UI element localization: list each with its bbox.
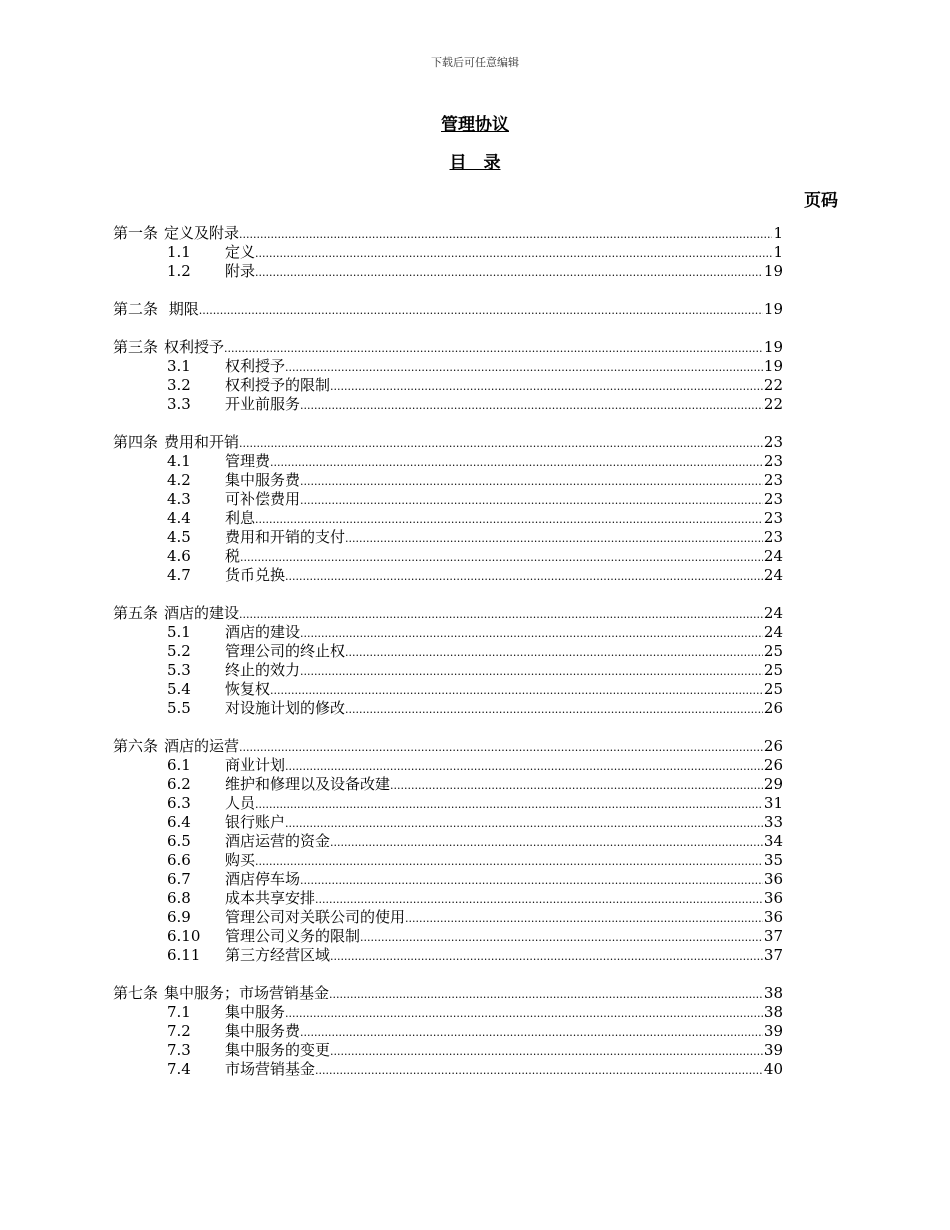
toc-page-number: 39 <box>763 1041 783 1059</box>
subsection-title: 成本共享安排 <box>225 889 316 907</box>
subsection-number: 3.1 <box>167 357 191 375</box>
subsection-number: 6.4 <box>167 813 191 831</box>
toc-page-number: 35 <box>763 851 783 869</box>
chapter-number: 第六条 <box>113 737 159 755</box>
toc-page-number: 37 <box>763 927 783 945</box>
subsection-number: 4.6 <box>167 547 191 565</box>
toc-page-number: 31 <box>763 794 783 812</box>
toc-page-number: 23 <box>763 471 783 489</box>
subsection-title: 管理公司义务的限制 <box>225 927 361 945</box>
subsection-number: 6.11 <box>167 946 201 964</box>
toc-subsection-entry[interactable] <box>113 756 783 775</box>
toc-entry-title <box>167 376 763 396</box>
toc-subsection-entry[interactable] <box>113 889 783 908</box>
toc-chapter-entry[interactable] <box>113 338 783 357</box>
subsection-title: 可补偿费用 <box>225 490 301 508</box>
toc-subsection-entry[interactable] <box>113 699 783 718</box>
toc-subsection-entry[interactable] <box>113 623 783 642</box>
toc-subsection-entry[interactable] <box>113 452 783 471</box>
subsection-title: 开业前服务 <box>225 395 301 413</box>
subsection-number: 1.1 <box>167 243 191 261</box>
subsection-number: 6.8 <box>167 889 191 907</box>
toc-entry-title <box>167 357 763 377</box>
toc-page-number: 19 <box>763 357 783 375</box>
chapter-number: 第一条 <box>113 224 159 242</box>
toc-page-number: 23 <box>763 490 783 508</box>
toc-section <box>113 604 783 718</box>
subsection-title: 集中服务费 <box>225 1022 301 1040</box>
subsection-title: 维护和修理以及设备改建 <box>225 775 391 793</box>
subsection-number: 3.3 <box>167 395 191 413</box>
toc-section <box>113 224 783 281</box>
toc-page-number: 23 <box>763 509 783 527</box>
toc-entry-title <box>167 509 763 529</box>
page-number-label: 页码 <box>804 191 838 211</box>
toc-section <box>113 338 783 414</box>
toc-page-number: 24 <box>763 623 783 641</box>
toc-entry-title <box>167 680 763 700</box>
toc-chapter-entry[interactable] <box>113 737 783 756</box>
subsection-title: 附录 <box>225 262 256 280</box>
chapter-number: 第二条 <box>113 300 159 318</box>
toc-entry-title <box>167 471 763 491</box>
chapter-title: 期限 <box>164 300 199 318</box>
toc-page-number: 38 <box>763 984 783 1002</box>
toc-page-number: 40 <box>763 1060 783 1078</box>
subsection-number: 7.1 <box>167 1003 191 1021</box>
subsection-title: 货币兑换 <box>225 566 286 584</box>
toc-page-number: 25 <box>763 661 783 679</box>
toc-subsection-entry[interactable] <box>113 661 783 680</box>
subsection-title: 定义 <box>225 243 256 261</box>
toc-subsection-entry[interactable] <box>113 509 783 528</box>
toc-page-number: 24 <box>763 547 783 565</box>
toc-page-number: 1 <box>773 243 783 261</box>
toc-entry-title <box>167 813 763 833</box>
toc-entry-title <box>113 338 763 358</box>
toc-page-number: 29 <box>763 775 783 793</box>
toc-subsection-entry[interactable] <box>113 471 783 490</box>
toc-section <box>113 300 783 319</box>
subsection-number: 5.1 <box>167 623 191 641</box>
toc-subsection-entry[interactable] <box>113 1041 783 1060</box>
toc-page-number: 36 <box>763 908 783 926</box>
toc-entry-title <box>167 547 763 567</box>
toc-subsection-entry[interactable] <box>113 490 783 509</box>
subsection-title: 费用和开销的支付 <box>225 528 346 546</box>
toc-entry-title <box>113 433 763 453</box>
toc-entry-title <box>167 623 763 643</box>
subsection-number: 7.4 <box>167 1060 191 1078</box>
toc-subsection-entry[interactable] <box>113 870 783 889</box>
chapter-title: 费用和开销 <box>164 433 240 451</box>
toc-subsection-entry[interactable] <box>113 243 783 262</box>
subsection-title: 酒店运营的资金 <box>225 832 331 850</box>
subsection-title: 恢复权 <box>225 680 271 698</box>
toc-entry-title <box>113 984 763 1004</box>
toc-entry-title <box>167 889 763 909</box>
page-header: 下载后可任意编辑 <box>431 56 519 69</box>
toc-entry-title <box>113 300 763 320</box>
subsection-number: 6.6 <box>167 851 191 869</box>
toc-entry-title <box>167 908 763 928</box>
subsection-title: 终止的效力 <box>225 661 301 679</box>
subsection-number: 7.2 <box>167 1022 191 1040</box>
subsection-number: 3.2 <box>167 376 191 394</box>
document-title: 管理协议 <box>441 115 509 135</box>
toc-subsection-entry[interactable] <box>113 680 783 699</box>
toc-entry-title <box>167 946 763 966</box>
toc-entry-title <box>113 224 772 244</box>
toc-subsection-entry[interactable] <box>113 395 783 414</box>
toc-entry-title <box>167 927 763 947</box>
toc-entry-title <box>113 737 763 757</box>
toc-page-number: 24 <box>763 566 783 584</box>
toc-entry-title <box>167 832 763 852</box>
subsection-number: 5.4 <box>167 680 191 698</box>
chapter-title: 定义及附录 <box>164 224 240 242</box>
toc-subsection-entry[interactable] <box>113 566 783 585</box>
toc-page-number: 22 <box>763 395 783 413</box>
subsection-number: 6.10 <box>167 927 201 945</box>
toc-entry-title <box>167 775 763 795</box>
toc-page-number: 19 <box>763 300 783 318</box>
toc-entry-title <box>167 262 763 282</box>
toc-page-number: 36 <box>763 889 783 907</box>
toc-page-number: 26 <box>763 756 783 774</box>
toc-page-number: 19 <box>763 338 783 356</box>
toc-entry-title <box>167 243 772 263</box>
table-of-contents <box>113 224 783 1098</box>
subsection-number: 6.1 <box>167 756 191 774</box>
toc-chapter-entry[interactable] <box>113 604 783 623</box>
toc-subsection-entry[interactable] <box>113 946 783 965</box>
toc-page-number: 34 <box>763 832 783 850</box>
toc-entry-title <box>167 851 763 871</box>
subsection-title: 酒店停车场 <box>225 870 301 888</box>
toc-subsection-entry[interactable] <box>113 528 783 547</box>
subsection-title: 市场营销基金 <box>225 1060 316 1078</box>
chapter-number: 第五条 <box>113 604 159 622</box>
toc-section <box>113 433 783 585</box>
toc-page-number: 37 <box>763 946 783 964</box>
subsection-title: 权利授予的限制 <box>225 376 331 394</box>
subsection-title: 人员 <box>225 794 256 812</box>
subsection-title: 银行账户 <box>225 813 286 831</box>
toc-entry-title <box>167 490 763 510</box>
toc-subsection-entry[interactable] <box>113 262 783 281</box>
subsection-title: 管理公司的终止权 <box>225 642 346 660</box>
toc-page-number: 22 <box>763 376 783 394</box>
subsection-number: 6.2 <box>167 775 191 793</box>
toc-subsection-entry[interactable] <box>113 927 783 946</box>
toc-subsection-entry[interactable] <box>113 813 783 832</box>
subsection-title: 对设施计划的修改 <box>225 699 346 717</box>
toc-chapter-entry[interactable] <box>113 433 783 452</box>
subsection-title: 权利授予 <box>225 357 286 375</box>
toc-subsection-entry[interactable] <box>113 832 783 851</box>
toc-subsection-entry[interactable] <box>113 794 783 813</box>
toc-page-number: 26 <box>763 699 783 717</box>
chapter-title: 酒店的建设 <box>164 604 240 622</box>
toc-page-number: 23 <box>763 452 783 470</box>
subsection-number: 1.2 <box>167 262 191 280</box>
subsection-number: 7.3 <box>167 1041 191 1059</box>
toc-subsection-entry[interactable] <box>113 1060 783 1079</box>
toc-entry-title <box>167 794 763 814</box>
toc-page-number: 36 <box>763 870 783 888</box>
toc-entry-title <box>167 1022 763 1042</box>
toc-subsection-entry[interactable] <box>113 547 783 566</box>
chapter-number: 第三条 <box>113 338 159 356</box>
toc-page-number: 23 <box>763 433 783 451</box>
chapter-number: 第四条 <box>113 433 159 451</box>
toc-entry-title <box>167 528 763 548</box>
subsection-number: 6.7 <box>167 870 191 888</box>
toc-page-number: 26 <box>763 737 783 755</box>
chapter-title: 酒店的运营 <box>164 737 240 755</box>
toc-entry-title <box>167 661 763 681</box>
toc-chapter-entry[interactable] <box>113 300 783 319</box>
chapter-title: 集中服务；市场营销基金 <box>164 984 330 1002</box>
toc-subsection-entry[interactable] <box>113 642 783 661</box>
toc-entry-title <box>167 870 763 890</box>
toc-entry-title <box>167 642 763 662</box>
subsection-number: 4.2 <box>167 471 191 489</box>
toc-entry-title <box>167 452 763 472</box>
toc-entry-title <box>167 566 763 586</box>
toc-page-number: 38 <box>763 1003 783 1021</box>
toc-subsection-entry[interactable] <box>113 357 783 376</box>
subsection-number: 4.3 <box>167 490 191 508</box>
toc-entry-title <box>113 604 763 624</box>
subsection-number: 4.1 <box>167 452 191 470</box>
subsection-number: 4.5 <box>167 528 191 546</box>
toc-subsection-entry[interactable] <box>113 851 783 870</box>
toc-heading: 目 录 <box>449 153 501 173</box>
toc-entry-title <box>167 699 763 719</box>
subsection-title: 购买 <box>225 851 256 869</box>
toc-entry-title <box>167 395 763 415</box>
toc-page-number: 33 <box>763 813 783 831</box>
toc-page-number: 25 <box>763 642 783 660</box>
toc-entry-title <box>167 756 763 776</box>
toc-page-number: 19 <box>763 262 783 280</box>
chapter-title: 权利授予 <box>164 338 225 356</box>
subsection-title: 酒店的建设 <box>225 623 301 641</box>
chapter-number: 第七条 <box>113 984 159 1002</box>
subsection-number: 4.4 <box>167 509 191 527</box>
toc-chapter-entry[interactable] <box>113 984 783 1003</box>
toc-page-number: 39 <box>763 1022 783 1040</box>
toc-subsection-entry[interactable] <box>113 775 783 794</box>
toc-entry-title <box>167 1041 763 1061</box>
subsection-title: 管理费 <box>225 452 271 470</box>
subsection-title: 管理公司对关联公司的使用 <box>225 908 406 926</box>
subsection-title: 商业计划 <box>225 756 286 774</box>
subsection-number: 5.3 <box>167 661 191 679</box>
toc-subsection-entry[interactable] <box>113 376 783 395</box>
subsection-number: 5.2 <box>167 642 191 660</box>
toc-section <box>113 737 783 965</box>
toc-entry-title <box>167 1003 763 1023</box>
toc-entry-title <box>167 1060 763 1080</box>
toc-subsection-entry[interactable] <box>113 1003 783 1022</box>
subsection-title: 集中服务的变更 <box>225 1041 331 1059</box>
toc-page-number: 24 <box>763 604 783 622</box>
toc-page-number: 1 <box>773 224 783 242</box>
subsection-title: 利息 <box>225 509 256 527</box>
subsection-title: 集中服务费 <box>225 471 301 489</box>
toc-section <box>113 984 783 1079</box>
subsection-number: 4.7 <box>167 566 191 584</box>
subsection-title: 第三方经营区域 <box>225 946 331 964</box>
toc-page-number: 23 <box>763 528 783 546</box>
toc-page-number: 25 <box>763 680 783 698</box>
subsection-number: 6.9 <box>167 908 191 926</box>
subsection-title: 集中服务 <box>225 1003 286 1021</box>
subsection-title: 税 <box>225 547 241 565</box>
subsection-number: 6.5 <box>167 832 191 850</box>
subsection-number: 5.5 <box>167 699 191 717</box>
subsection-number: 6.3 <box>167 794 191 812</box>
toc-subsection-entry[interactable] <box>113 1022 783 1041</box>
toc-subsection-entry[interactable] <box>113 908 783 927</box>
toc-chapter-entry[interactable] <box>113 224 783 243</box>
